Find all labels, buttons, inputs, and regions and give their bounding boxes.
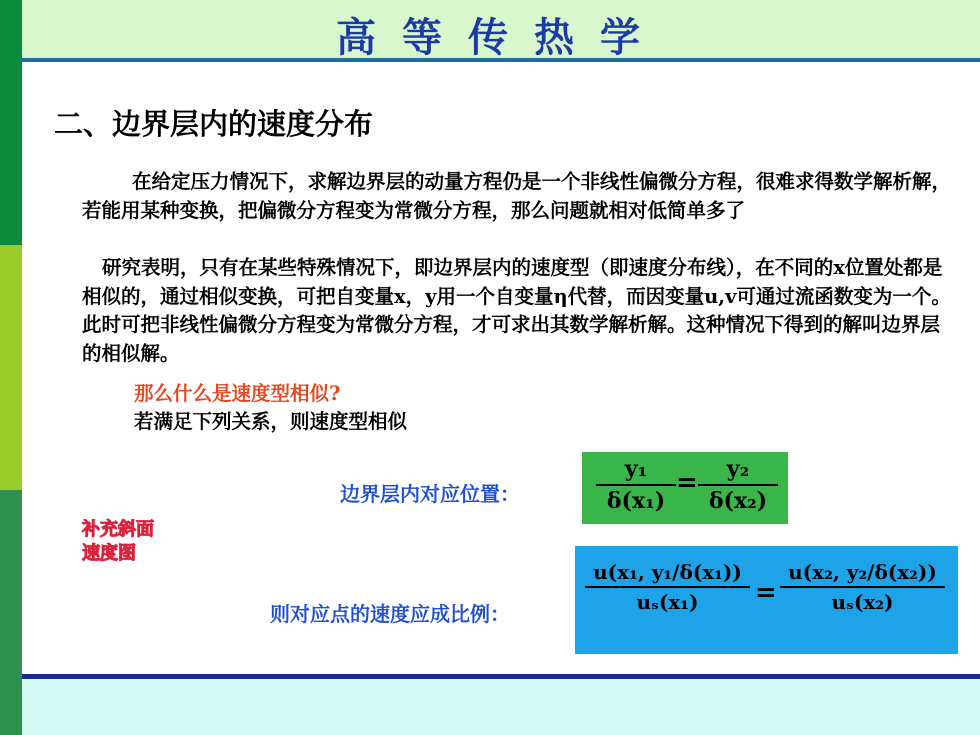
condition-text: 若满足下列关系，则速度型相似 xyxy=(134,410,408,433)
eq2-right-numerator: u(x₂, y₂/δ(x₂)) xyxy=(788,560,937,584)
side-bar-middle xyxy=(0,245,22,490)
eq2-equals: = xyxy=(755,578,777,608)
side-note-line2: 速度图 xyxy=(82,543,136,564)
eq1-equals: = xyxy=(676,468,698,498)
paragraph-1: 在给定压力情况下，求解边界层的动量方程仍是一个非线性偏微分方程，很难求得数学解析解，若能用某种变换，把偏微分方程变为常微分方程，那么问题就相对低简单多了 xyxy=(82,170,952,222)
question-text: 那么什么是速度型相似? xyxy=(134,382,341,405)
side-note[interactable] xyxy=(82,518,182,566)
position-label: 边界层内对应位置： xyxy=(340,482,520,506)
side-note-line1: 补充斜面 xyxy=(82,519,154,540)
eq1-left-denominator: δ(x₁) xyxy=(606,488,666,514)
eq1-right-denominator: δ(x₂) xyxy=(708,488,768,514)
eq2-left-denominator: uₛ(x₁) xyxy=(636,590,699,614)
footer-band xyxy=(22,679,980,735)
position-equation-box xyxy=(582,452,788,524)
eq2-left-fraction xyxy=(585,560,750,614)
side-bar-bottom xyxy=(0,490,22,735)
section-heading: 二、边界层内的速度分布 xyxy=(54,107,374,141)
side-bar-top xyxy=(0,0,22,245)
eq1-left-fraction xyxy=(596,456,676,514)
eq1-right-numerator: y₂ xyxy=(726,456,750,482)
eq2-left-numerator: u(x₁, y₁/δ(x₁)) xyxy=(593,560,742,584)
eq2-right-fraction xyxy=(780,560,945,614)
paragraph-2: 研究表明，只有在某些特殊情况下，即边界层内的速度型（即速度分布线），在不同的x位置处都是相似的，通过相似变换，可把自变量x，y用一个自变量η代替，而因变量u,v可通过流函数变为一个。此时可把非线性偏微分方程变为常微分方程，才可求出其数学解析解。这种情况下得到的解叫边界层的相似解。 xyxy=(82,256,951,365)
slide-title: 高等传热学 xyxy=(336,14,666,61)
eq1-right-fraction xyxy=(698,456,778,514)
velocity-equation-box xyxy=(575,546,958,654)
eq2-right-denominator: uₛ(x₂) xyxy=(831,590,894,614)
velocity-ratio-label: 则对应点的速度应成比例： xyxy=(270,602,510,626)
eq1-left-numerator: y₁ xyxy=(624,456,648,482)
